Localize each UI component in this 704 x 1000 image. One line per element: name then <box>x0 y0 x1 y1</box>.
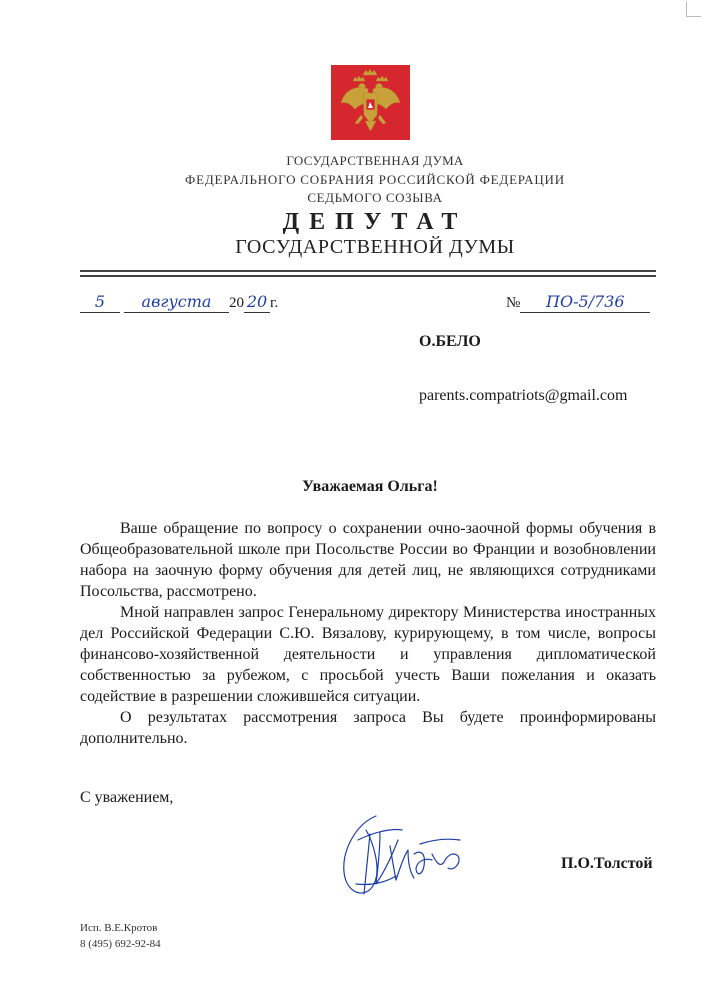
salutation: Уважаемая Ольга! <box>302 478 438 495</box>
dateline <box>80 292 278 313</box>
header-divider-bottom <box>80 275 656 277</box>
header-title-deputy: ДЕПУТАТ <box>282 209 468 235</box>
executor-name: Исп. В.Е.Кротов <box>80 922 158 934</box>
signer-name: П.О.Толстой <box>561 855 653 872</box>
executor-info <box>80 920 161 952</box>
reference-number-line <box>506 292 650 313</box>
header-line-convocation: СЕДЬМОГО СОЗЫВА <box>307 190 443 205</box>
header-divider-top <box>80 270 656 272</box>
date-day: 5 <box>80 292 120 313</box>
handwritten-signature <box>336 810 476 902</box>
header-line-federal-assembly: ФЕДЕРАЛЬНОГО СОБРАНИЯ РОССИЙСКОЙ ФЕДЕРАЦИИ <box>185 172 565 187</box>
closing-regards: С уважением, <box>80 789 174 806</box>
addressee-email: parents.compatriots@gmail.com <box>419 387 628 404</box>
header-line-duma: ГОСУДАРСТВЕННАЯ ДУМА <box>286 153 464 168</box>
body-paragraph: О результатах рассмотрения запроса Вы будете проинформированы дополнительно. <box>80 709 656 747</box>
coat-of-arms-emblem <box>331 65 410 140</box>
number-sign: № <box>506 295 521 311</box>
date-year-prefix: 20 <box>229 295 244 311</box>
scan-corner-mark <box>686 2 701 17</box>
date-year-suffix: 20 <box>244 292 270 313</box>
executor-phone: 8 (495) 692-92-84 <box>80 938 161 950</box>
header-subtitle-duma: ГОСУДАРСТВЕННОЙ ДУМЫ <box>235 236 515 258</box>
date-month: августа <box>124 292 229 313</box>
letter-body <box>80 518 656 749</box>
reference-number: ПО-5/736 <box>520 292 650 313</box>
body-paragraph: Ваше обращение по вопросу о сохранении очно-заочной формы обучения в Общеобразовательной школе при Посольстве России во Франции и возобновлении набора на заочную форму обучения для детей лиц, не являющихся сотрудниками Посольства, рассмотрено. <box>80 520 656 600</box>
body-paragraph: Мной направлен запрос Генеральному директору Министерства иностранных дел Российской Федерации С.Ю. Вязалову, курирующему, в том числе, вопросы финансово-хозяйственной деятельности и управления дипломатической собственностью за рубежом, с просьбой учесть Ваши пожелания и оказать содействие в разрешении сложившейся ситуации. <box>80 604 656 705</box>
addressee-name: О.БЕЛО <box>419 333 481 350</box>
date-suffix: г. <box>270 295 279 311</box>
